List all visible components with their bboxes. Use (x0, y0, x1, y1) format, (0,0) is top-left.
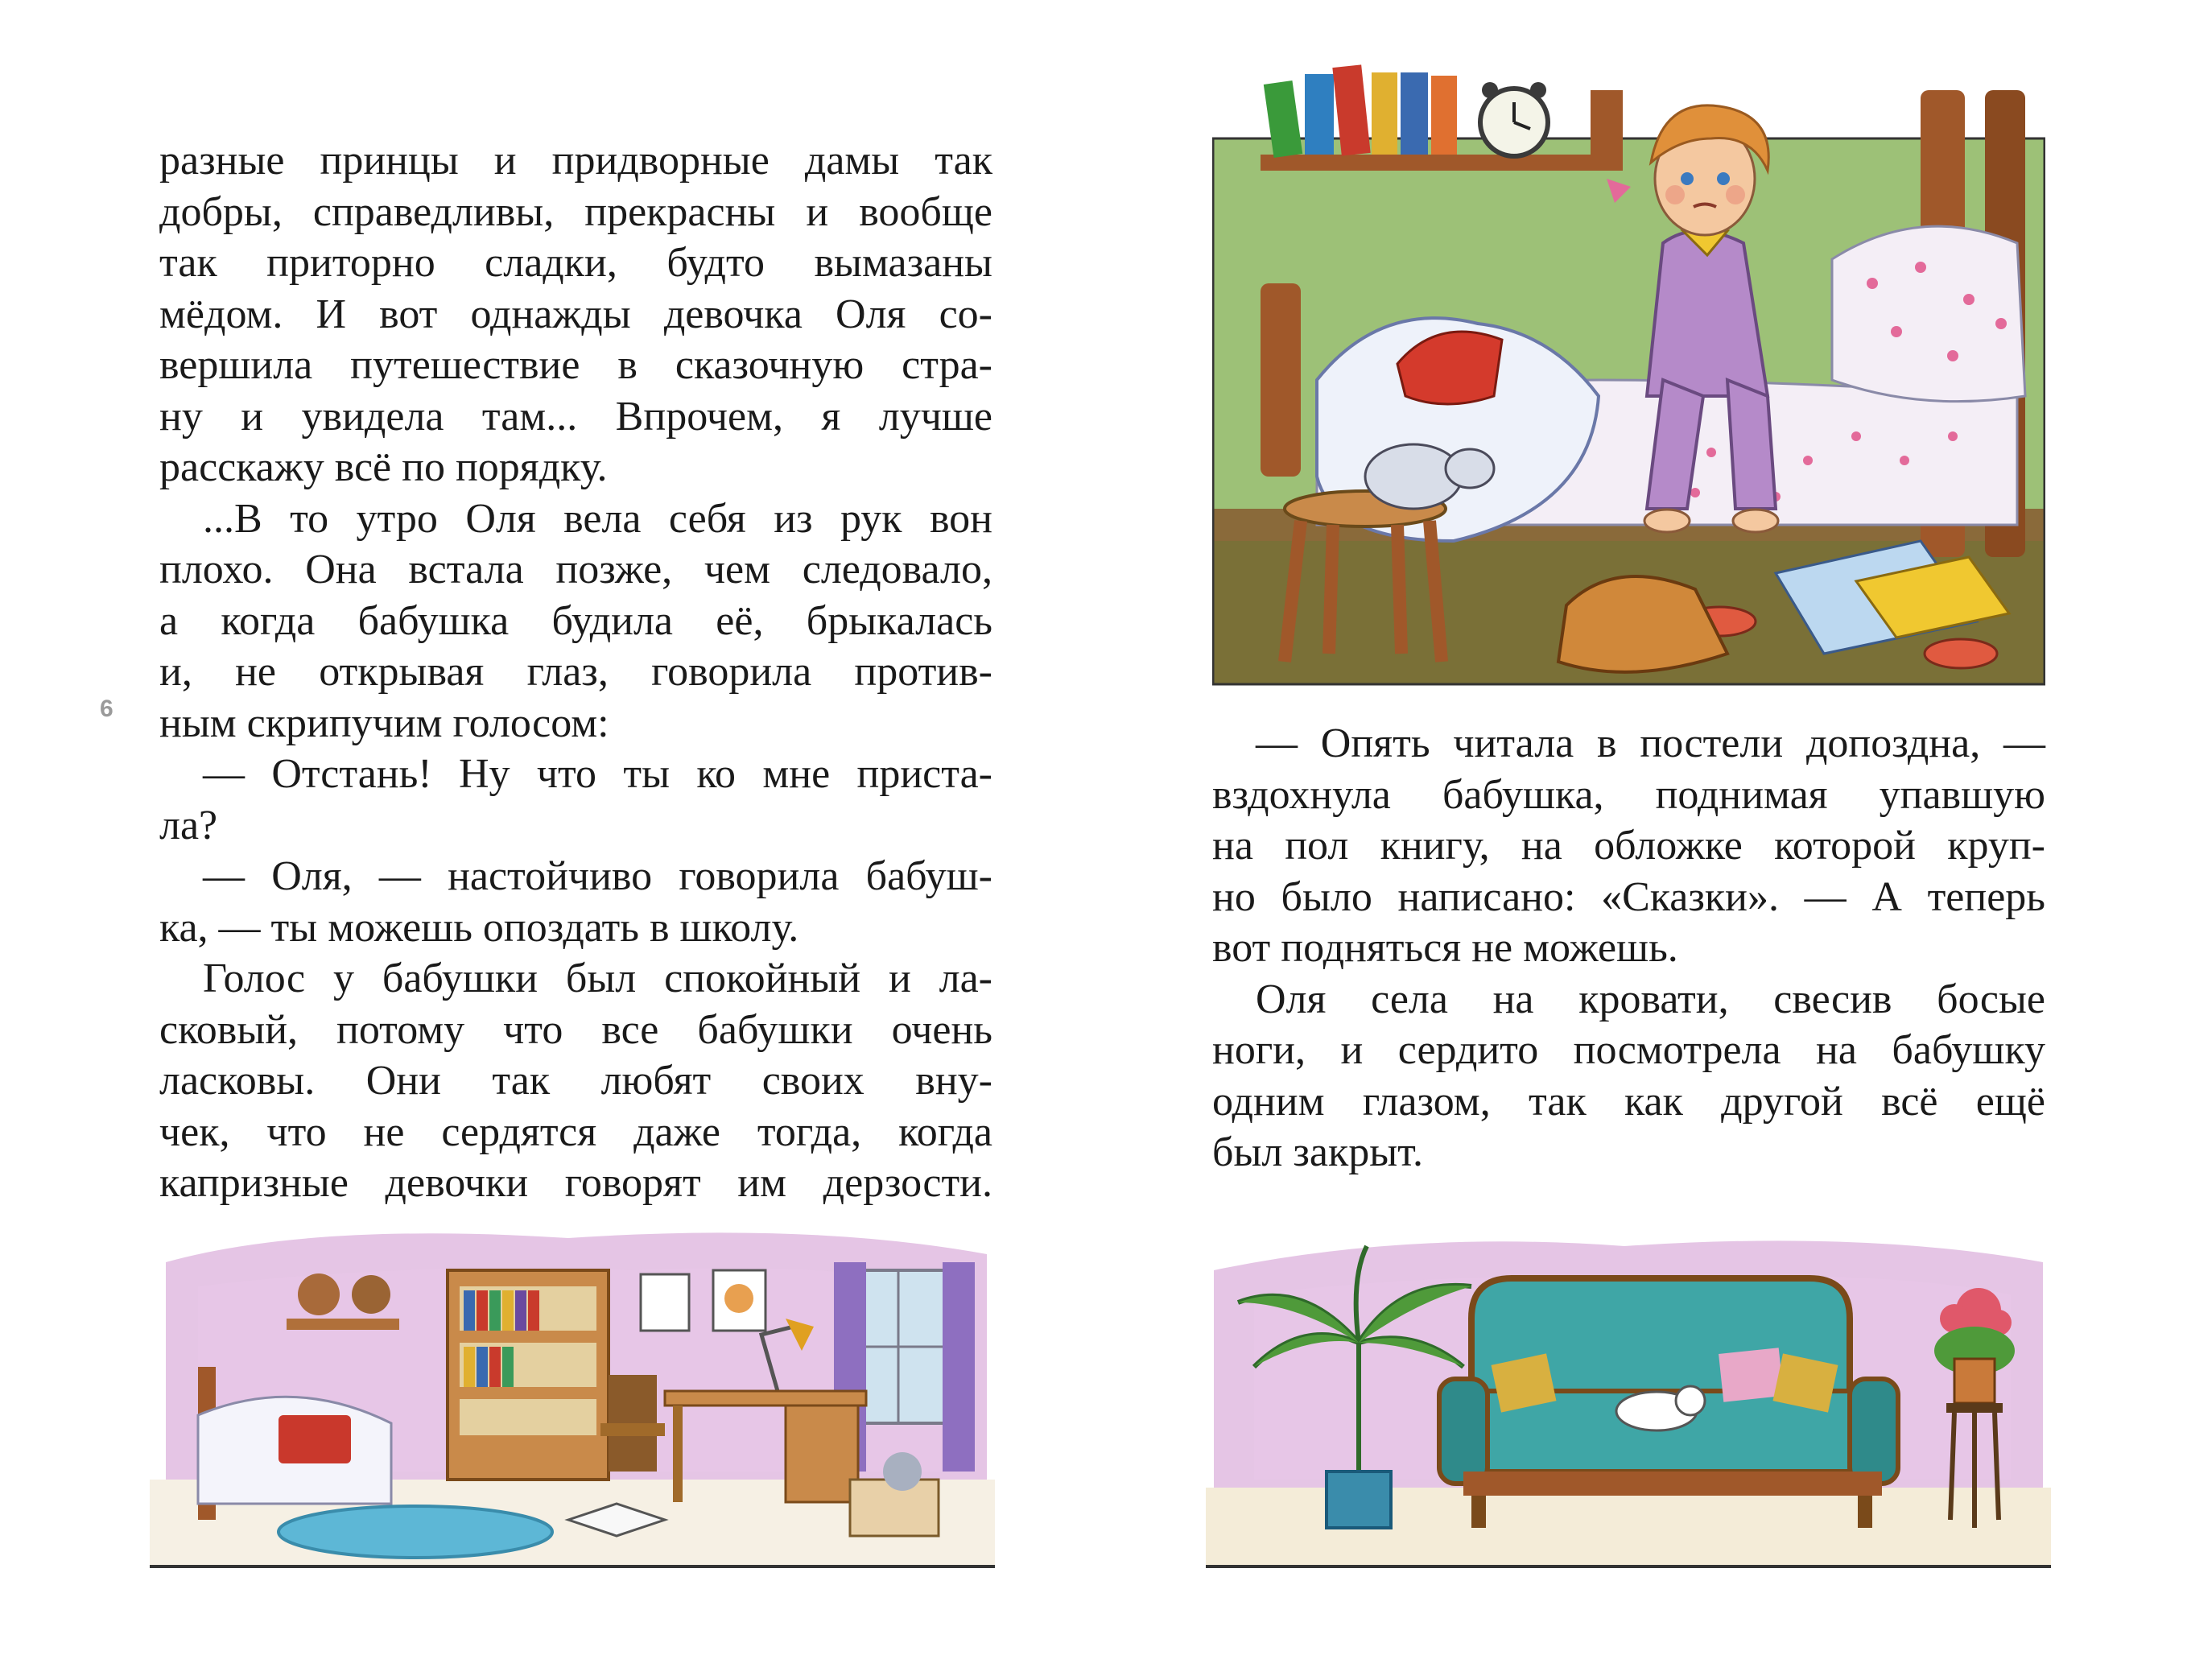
text-line: на пол книгу, на обложке которой круп- (1212, 823, 2045, 869)
text-line: вот подняться не можешь. (1212, 925, 1678, 971)
text-line: добры, справедливы, прекрасны и вообще (159, 188, 992, 235)
text-line: но было написано: «Сказки». — А теперь (1212, 873, 2045, 920)
text-line: ...В то утро Оля вела себя из рук вон (203, 495, 992, 542)
text-line: ным скрипучим голосом: (159, 700, 609, 746)
text-line: Оля села на кровати, свесив босые (1256, 976, 2045, 1022)
text-line: Голос у бабушки был спокойный и ла- (203, 956, 992, 1001)
left-page (0, 0, 1093, 1680)
text-line: ла? (159, 802, 218, 848)
text-line: одним глазом, так как другой всё ещё (1212, 1078, 2045, 1125)
text-line: расскажу всё по порядку. (159, 444, 608, 490)
right-page (1093, 0, 2187, 1680)
text-line: — Отстань! Ну что ты ко мне приста- (203, 751, 992, 797)
text-line: ласковы. Они так любят своих вну- (159, 1058, 992, 1104)
text-line: чек, что не сердятся даже тогда, когда (159, 1108, 992, 1155)
text-line: и, не открывая глаз, говорила против- (159, 649, 992, 695)
right-page-text (1212, 718, 2045, 1178)
text-line: ну и увидела там... Впрочем, я лучше (159, 393, 992, 440)
text-line: мёдом. И вот однажды девочка Оля со- (159, 291, 992, 337)
text-line: так приторно сладки, будто вымазаны (159, 240, 992, 286)
living-room-illustration (1206, 1214, 2051, 1576)
text-line: сковый, потому что все бабушки очень (159, 1006, 992, 1053)
text-line: капризные девочки говорят им дерзости. (159, 1160, 992, 1206)
text-line: ка, — ты можешь опоздать в школу. (159, 904, 799, 951)
text-line: вершила путешествие в сказочную стра- (159, 342, 992, 388)
text-line: ноги, и сердито посмотрела на бабушку (1212, 1027, 2045, 1073)
text-line: разные принцы и придворные дамы так (159, 138, 992, 184)
bedroom-illustration (150, 1214, 995, 1576)
text-line: был закрыт. (1212, 1129, 1423, 1175)
text-line: вздохнула бабушка, поднимая упавшую (1212, 771, 2045, 818)
olya-bed-illustration (1212, 58, 2045, 686)
text-line: а когда бабушка будила её, брыкалась (159, 597, 992, 644)
page-number: 6 (100, 696, 113, 722)
left-page-text (159, 135, 992, 1209)
text-line: — Опять читала в постели допоздна, — (1256, 720, 2045, 766)
text-line: — Оля, — настойчиво говорила бабуш- (203, 853, 992, 899)
text-line: плохо. Она встала позже, чем следовало, (159, 547, 992, 592)
